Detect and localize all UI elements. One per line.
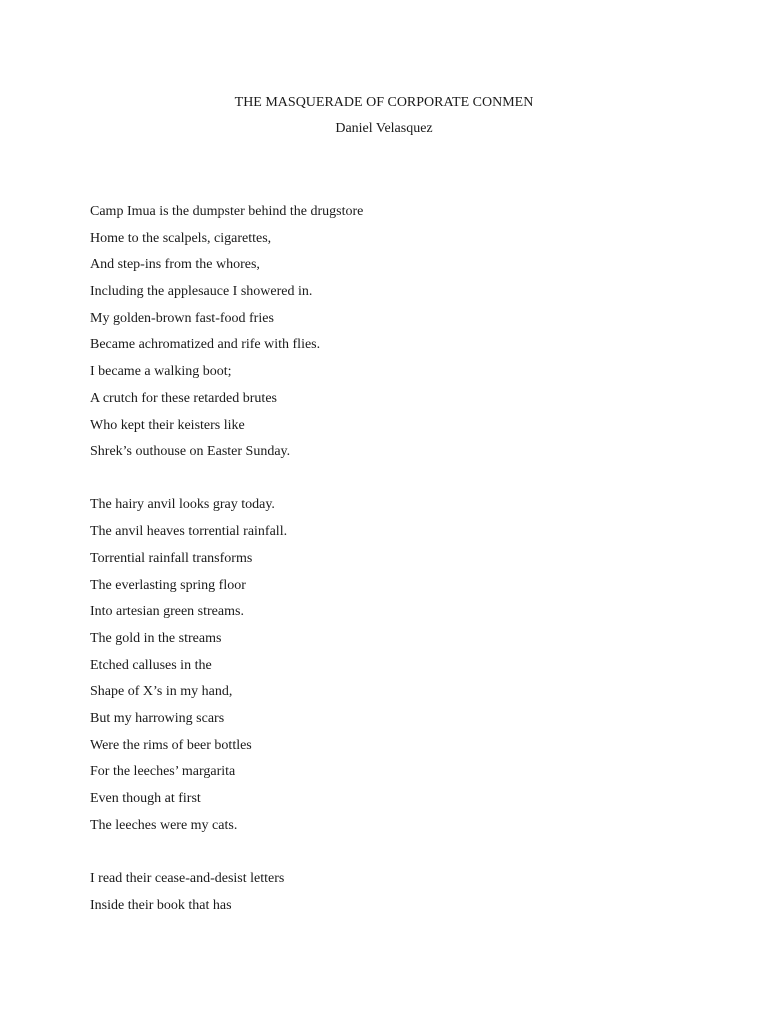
poem-line: Who kept their keisters like [90, 417, 245, 433]
poem-body [90, 199, 690, 946]
poem-line: Inside their book that has [90, 897, 232, 913]
poem-line: The everlasting spring floor [90, 577, 246, 593]
poem-line: A crutch for these retarded brutes [90, 390, 277, 406]
poem-line: And step-ins from the whores, [90, 257, 260, 273]
poem-line: I read their cease-and-desist letters [90, 871, 285, 886]
poem-line: The leeches were my cats. [90, 817, 238, 833]
poem-line: Including the applesauce I showered in. [90, 284, 313, 300]
poem-line: Became achromatized and rife with flies. [90, 337, 321, 353]
poem-line: Even though at first [90, 791, 201, 807]
poem-line: Home to the scalpels, cigarettes, [90, 230, 272, 246]
poem-line: My golden-brown fast-food fries [90, 310, 274, 326]
poem-line: The hairy anvil looks gray today. [90, 497, 275, 513]
stanza-2 [90, 492, 690, 839]
stanza-1 [90, 199, 690, 466]
poem-line: The gold in the streams [90, 630, 222, 646]
poem-line: Etched calluses in the [90, 657, 212, 673]
poem-title: THE MASQUERADE OF CORPORATE CONMEN [234, 95, 534, 110]
poem-line: Camp Imua is the dumpster behind the drugstore [90, 204, 364, 219]
poem-line: Torrential rainfall transforms [90, 550, 253, 566]
poem-line: The anvil heaves torrential rainfall. [90, 524, 288, 540]
poem-line: For the leeches’ margarita [90, 764, 236, 780]
poem-line: Into artesian green streams. [90, 604, 244, 620]
poem-line: Shape of X’s in my hand, [90, 684, 233, 700]
poem-line: I became a walking boot; [90, 364, 232, 380]
stanza-3 [90, 866, 690, 919]
poem-line: Were the rims of beer bottles [90, 737, 252, 753]
poem-line: Shrek’s outhouse on Easter Sunday. [90, 444, 291, 460]
poem-line: But my harrowing scars [90, 710, 225, 726]
poem-author: Daniel Velasquez [335, 121, 433, 136]
